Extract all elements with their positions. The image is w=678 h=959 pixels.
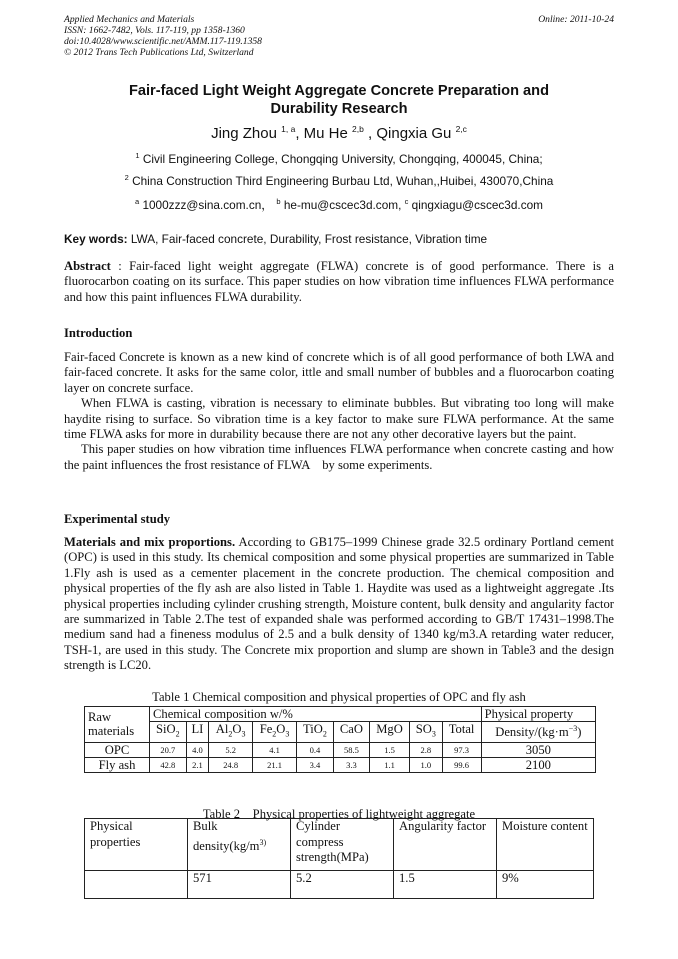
email-text: 1000zzz@sina.com.cn， bbox=[142, 198, 274, 212]
col-tio2: TiO$_2$ bbox=[297, 722, 334, 743]
col-al2o3: $Al_2O_3$ bbox=[209, 722, 253, 743]
table2-caption: Table 2 Physical properties of lightweight aggregate bbox=[202, 807, 476, 821]
affiliation-2 bbox=[0, 173, 678, 188]
table-row bbox=[85, 871, 594, 899]
author-name: Qingxia Gu bbox=[376, 125, 452, 142]
row-name: OPC bbox=[85, 742, 150, 757]
table-row bbox=[85, 742, 596, 757]
table-cell: 4.1 bbox=[253, 742, 297, 757]
email-text: qingxiagu@cscec3d.com bbox=[411, 198, 543, 212]
affiliation-sup: 2 bbox=[124, 173, 129, 182]
email-sup: a bbox=[134, 197, 140, 207]
table-cell: 58.5 bbox=[333, 742, 369, 757]
title-line-2: Durability Research bbox=[270, 101, 408, 117]
table-cell: 1.5 bbox=[369, 742, 409, 757]
abstract bbox=[64, 259, 614, 305]
table1 bbox=[84, 706, 596, 773]
affiliation-text: China Construction Third Engineering Burbau Ltd, Wuhan,,Huibei, 430070,China bbox=[132, 173, 554, 188]
email-text: he-mu@cscec3d.com, bbox=[283, 198, 402, 212]
author-name: Jing Zhou bbox=[211, 125, 277, 142]
physical-property-header: Physical property bbox=[481, 707, 595, 722]
header-bulk-density: Bulk $density(kg/m^{3)}$ bbox=[188, 819, 291, 871]
density-header: Density/$(kg\cdot m^{-3})$ bbox=[481, 722, 595, 743]
intro-paragraph: This paper studies on how vibration time influences FLWA performance when concrete casting and how the paint influences the frost resistance of FLWA by some experiments. bbox=[64, 442, 614, 472]
materials-paragraph bbox=[64, 535, 614, 674]
table-cell: 0.4 bbox=[297, 742, 334, 757]
affiliation-sup: 1 bbox=[135, 151, 140, 160]
table-row bbox=[85, 757, 596, 772]
table-cell: 5.2 bbox=[291, 871, 394, 899]
materials-text: According to GB175–1999 Chinese grade 32.5 ordinary Portland cement (OPC) is used in this study. Its chemical composition and some physical properties are summarized in Table 1.Fly ash is used as a cementer placement in the concrete production. The chemical composition and physical properties of the fly ash are also listed in Table 1. Haydite was used as a lightweight aggregate .Its physical properties including cylinder crushing strength, Moisture content, bulk density and angularity factor are summarized in Table 2.The test of expanded shale was performed according to GB/T 17431–1998.The medium sand had a fineness modulus of 2.5 and a bulk density of 1340 kg/m3.A retarding water reducer, TSH-1, are used in this study. The Concrete mix proportion and slump are shown in Table3 and the design strength is LC20. bbox=[64, 535, 614, 673]
experimental-heading: Experimental study bbox=[64, 512, 171, 526]
paper-title bbox=[100, 82, 578, 118]
table-cell: 99.6 bbox=[442, 757, 481, 772]
email-sup: c bbox=[404, 197, 409, 207]
col-cao: CaO bbox=[333, 722, 369, 743]
intro-body bbox=[64, 350, 614, 473]
table-cell: 42.8 bbox=[150, 757, 187, 772]
title-line-1: Fair-faced Light Weight Aggregate Concrete Preparation and bbox=[128, 83, 550, 99]
table-cell: 9% bbox=[497, 871, 594, 899]
header-moisture: Moisture content bbox=[497, 819, 594, 871]
table-cell: 1.5 bbox=[394, 871, 497, 899]
author-sup: 2,b bbox=[352, 124, 364, 134]
col-total: Total bbox=[442, 722, 481, 743]
col-sio2: SiO$_2$ bbox=[150, 722, 187, 743]
table-cell: 21.1 bbox=[253, 757, 297, 772]
journal-name: Applied Mechanics and Materials bbox=[64, 14, 195, 25]
header-cylinder-strength: Cylinder compress strength(MPa) bbox=[291, 819, 394, 871]
table-cell: 20.7 bbox=[150, 742, 187, 757]
keywords-label: Key words: bbox=[64, 232, 128, 246]
table-cell: 4.0 bbox=[186, 742, 209, 757]
copyright-line: © 2012 Trans Tech Publications Ltd, Switzerland bbox=[64, 47, 254, 58]
table-cell: 97.3 bbox=[442, 742, 481, 757]
intro-paragraph: Fair-faced Concrete is known as a new kind of concrete which is of all good performance of both LWA and fair-faced concrete. It asks for the same color, ittle and small number of bubbles and a fluorocarbon coating layer on concrete surface. bbox=[64, 350, 614, 395]
table-cell: 571 bbox=[188, 871, 291, 899]
table-cell: 5.2 bbox=[209, 742, 253, 757]
journal-header bbox=[64, 14, 262, 58]
author-list: Jing Zhou $^{1, a}$, Mu He $^{2,b}$ , Qingxia Gu $^{2,c}$ bbox=[211, 124, 467, 142]
table-cell: 1.1 bbox=[369, 757, 409, 772]
table-cell bbox=[85, 871, 188, 899]
table-cell: 2.8 bbox=[410, 742, 442, 757]
col-li: LI bbox=[186, 722, 209, 743]
email-sup: b bbox=[276, 197, 281, 207]
header-physical-properties: Physical properties bbox=[85, 819, 188, 871]
header-angularity: Angularity factor bbox=[394, 819, 497, 871]
table1-caption: Table 1 Chemical composition and physical properties of OPC and fly ash bbox=[152, 690, 526, 704]
author-sup: 1, a bbox=[281, 124, 296, 134]
table-cell: 3.4 bbox=[297, 757, 334, 772]
materials-label: Materials and mix proportions. bbox=[64, 535, 236, 549]
abstract-text: : Fair-faced light weight aggregate (FLWA) concrete is of good performance. There is a fluorocarbon coating on its surface. This paper studies on how vibration time influences FLWA performance and how this paint influences FLWA durability. bbox=[64, 259, 614, 304]
affiliation-text: Civil Engineering College, Chongqing University, Chongqing, 400045, China; bbox=[142, 151, 543, 166]
col-fe2o3: $Fe_2O_3$ bbox=[253, 722, 297, 743]
author-name: Mu He bbox=[303, 125, 348, 142]
intro-paragraph: When FLWA is casting, vibration is necessary to eliminate bubbles. But vibrating too long will make haydite rising to surface. So vibration time is a key factor to make sure FLWA performance. At the same time FLWA asks for more in durability because there are not any other decorative layers but the paint. bbox=[64, 396, 614, 442]
intro-heading: Introduction bbox=[64, 326, 133, 340]
chem-composition-header: Chemical composition w/% bbox=[150, 707, 482, 722]
email-line bbox=[0, 196, 678, 213]
row-name: Fly ash bbox=[85, 757, 150, 772]
table-cell: 1.0 bbox=[410, 757, 442, 772]
online-date: Online: 2011-10-24 bbox=[538, 14, 614, 25]
doi-line: doi:10.4028/www.scientific.net/AMM.117-119.1358 bbox=[64, 36, 262, 47]
table-cell: 2.1 bbox=[186, 757, 209, 772]
density-cell: 2100 bbox=[481, 757, 595, 772]
abstract-label: Abstract bbox=[64, 259, 111, 273]
keywords bbox=[64, 232, 487, 246]
keywords-text: LWA, Fair-faced concrete, Durability, Frost resistance, Vibration time bbox=[130, 232, 488, 246]
issn-line: ISSN: 1662-7482, Vols. 117-119, pp 1358-1360 bbox=[64, 25, 245, 36]
affiliation-1 bbox=[0, 151, 678, 166]
raw-materials-header: Raw materials bbox=[85, 707, 150, 743]
table-cell: 3.3 bbox=[333, 757, 369, 772]
author-sup: 2,c bbox=[455, 124, 467, 134]
density-cell: 3050 bbox=[481, 742, 595, 757]
table-cell: 24.8 bbox=[209, 757, 253, 772]
col-mgo: MgO bbox=[369, 722, 409, 743]
table2 bbox=[84, 818, 594, 899]
col-so3: $SO_3$ bbox=[410, 722, 442, 743]
